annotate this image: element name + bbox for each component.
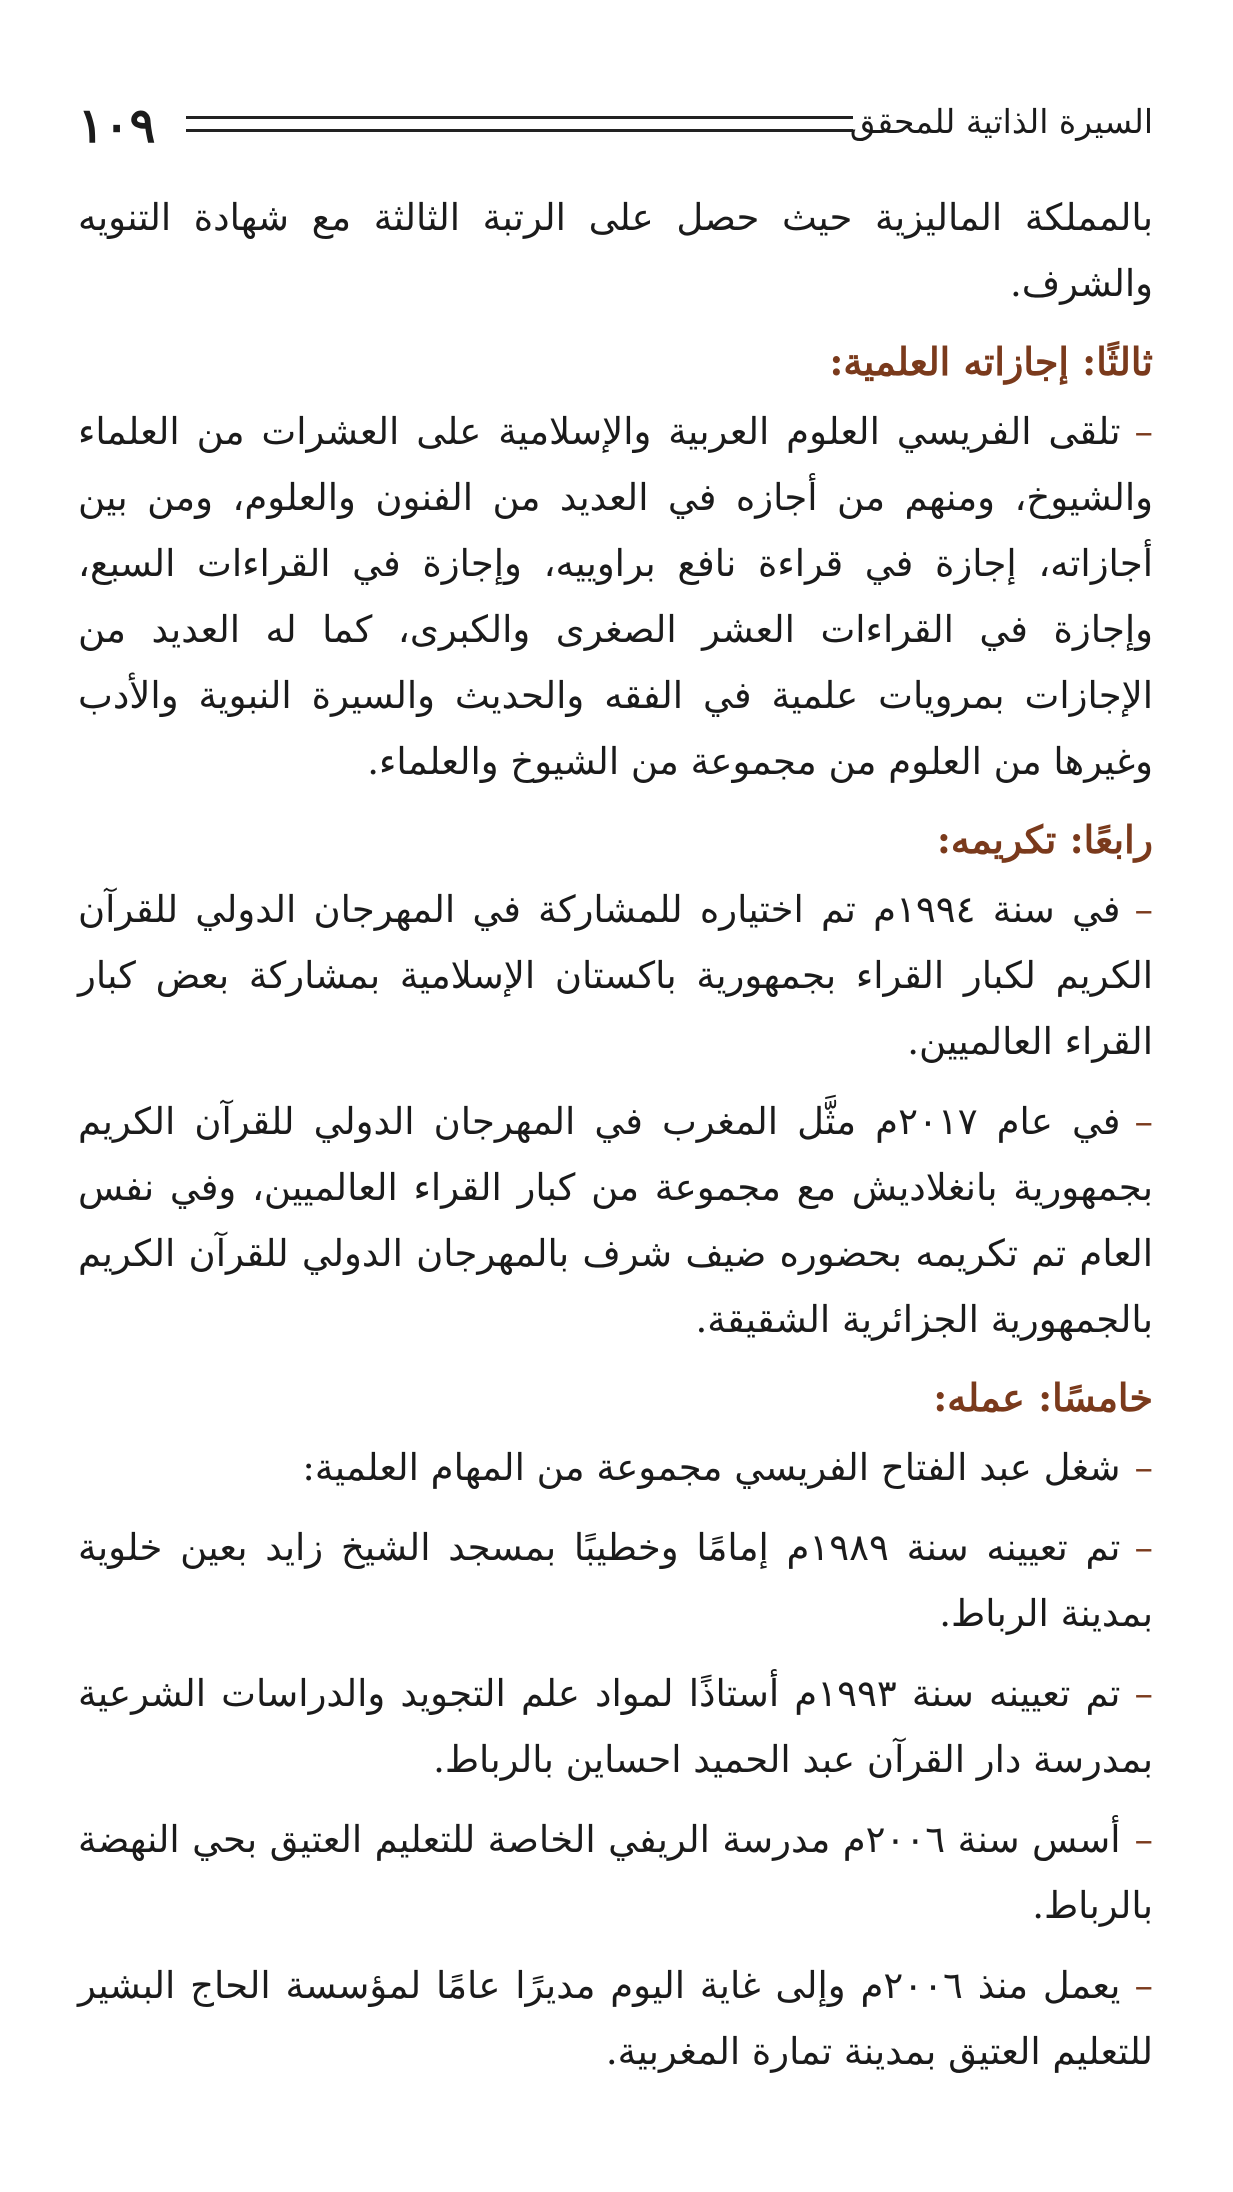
list-item (78, 1807, 1153, 1939)
bullet-dash: – (1134, 1818, 1154, 1861)
section-honors (78, 809, 1153, 1353)
page-body (78, 185, 1153, 2099)
section-work (78, 1367, 1153, 2085)
item-text: تم تعيينه سنة ١٩٨٩م إمامًا وخطيبًا بمسجد الشيخ زايد بعين خلوية بمدينة الرباط. (78, 1526, 1153, 1635)
list-item (78, 1089, 1153, 1353)
list-item (78, 1435, 1153, 1501)
intro-paragraph: بالمملكة الماليزية حيث حصل على الرتبة الثالثة مع شهادة التنويه والشرف. (78, 196, 1153, 305)
bullet-dash: – (1134, 410, 1153, 453)
item-text: في عام ٢٠١٧م مثَّل المغرب في المهرجان الدولي للقرآن الكريم بجمهورية بانغلاديش مع مجموعة من كبار القراء العالميين، وفي نفس العام تم تكريمه بحضوره ضيف شرف بالمهرجان الدولي للقرآن الكريم بالجمهورية الجزائرية الشقيقة. (78, 1100, 1153, 1341)
item-text: يعمل منذ ٢٠٠٦م وإلى غاية اليوم مديرًا عامًا لمؤسسة الحاج البشير للتعليم العتيق بمدينة تمارة المغربية. (78, 1964, 1153, 2073)
item-text: تم تعيينه سنة ١٩٩٣م أستاذًا لمواد علم التجويد والدراسات الشرعية بمدرسة دار القرآن عبد الحميد احساين بالرباط. (78, 1672, 1153, 1781)
bullet-dash: – (1134, 1100, 1153, 1143)
list-item (78, 1515, 1153, 1647)
bullet-dash: – (1134, 1446, 1153, 1489)
list-item (78, 399, 1153, 795)
bullet-dash: – (1134, 1964, 1153, 2007)
bullet-dash: – (1134, 1672, 1153, 1715)
running-title: السيرة الذاتية للمحقق (849, 102, 1153, 141)
list-item (78, 877, 1153, 1075)
section-heading: خامسًا: عمله: (933, 1375, 1153, 1420)
item-text: أسس سنة ٢٠٠٦م مدرسة الريفي الخاصة للتعليم العتيق بحي النهضة بالرباط. (78, 1818, 1153, 1927)
item-text: شغل عبد الفتاح الفريسي مجموعة من المهام العلمية: (302, 1446, 1121, 1489)
item-text: تلقى الفريسي العلوم العربية والإسلامية على العشرات من العلماء والشيوخ، ومنهم من أجازه في العديد من الفنون والعلوم، ومن بين أجازاته، إجازة في قراءة نافع براوييه، وإجازة في القراءات السبع، وإجازة في القراءات العشر الصغرى والكبرى، كما له العديد من الإجازات بمرويات علمية في الفقه والحديث والسيرة النبوية والأدب وغيرها من العلوم من مجموعة من الشيوخ والعلماء. (78, 410, 1153, 783)
bullet-dash: – (1134, 1526, 1153, 1569)
section-heading: ثالثًا: إجازاته العلمية: (829, 339, 1153, 384)
section-licenses (78, 331, 1153, 795)
running-header (78, 96, 1153, 156)
item-text: في سنة ١٩٩٤م تم اختياره للمشاركة في المهرجان الدولي للقرآن الكريم لكبار القراء بجمهورية باكستان الإسلامية بمشاركة بعض كبار القراء العالميين. (78, 888, 1153, 1063)
page-number: ١٠٩ (78, 98, 156, 154)
section-heading: رابعًا: تكريمه: (936, 817, 1153, 862)
bullet-dash: – (1134, 888, 1153, 931)
list-item (78, 1661, 1153, 1793)
header-double-rule (186, 116, 853, 132)
list-item (78, 1953, 1153, 2085)
